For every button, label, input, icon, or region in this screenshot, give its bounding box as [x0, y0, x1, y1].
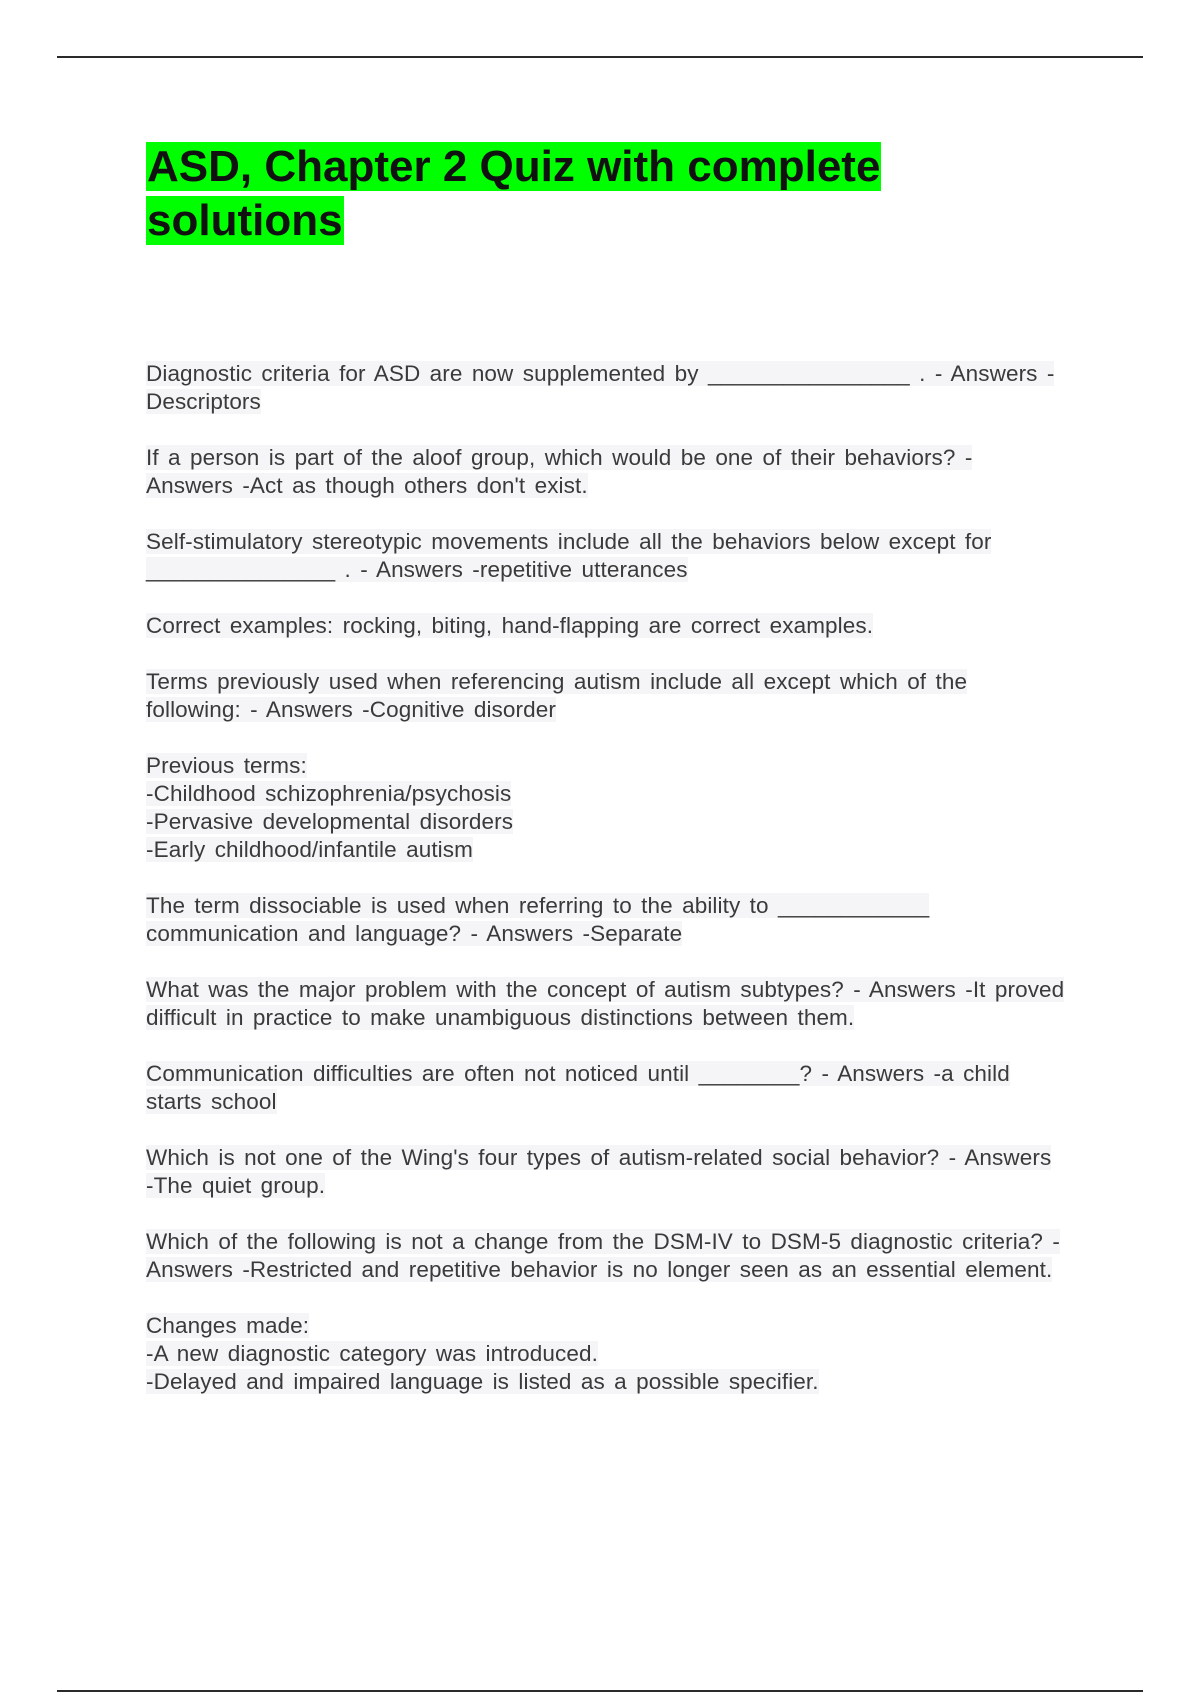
- qa-item: [146, 360, 1066, 416]
- list-item: [146, 752, 1066, 864]
- qa-text: If a person is part of the aloof group, which would be one of their behaviors? - Answers -Act as though others don't exist.: [146, 445, 973, 498]
- list-line: -Pervasive developmental disorders: [146, 809, 514, 834]
- qa-item: [146, 1060, 1066, 1116]
- bottom-rule: [57, 1690, 1143, 1692]
- top-rule: [57, 56, 1143, 58]
- qa-text: The term dissociable is used when referring to the ability to ____________ communication and language? - Answers -Separate: [146, 893, 930, 946]
- list-line: -Delayed and impaired language is listed as a possible specifier.: [146, 1369, 819, 1394]
- list-line: -A new diagnostic category was introduced.: [146, 1341, 598, 1366]
- note-text: Correct examples: rocking, biting, hand-flapping are correct examples.: [146, 613, 874, 638]
- qa-text: Communication difficulties are often not noticed until ________? - Answers -a child starts school: [146, 1061, 1010, 1114]
- qa-item: [146, 1228, 1066, 1284]
- qa-text: What was the major problem with the concept of autism subtypes? - Answers -It proved difficult in practice to make unambiguous distinctions between them.: [146, 977, 1065, 1030]
- qa-item: [146, 892, 1066, 948]
- qa-item: [146, 528, 1066, 584]
- qa-text: Self-stimulatory stereotypic movements include all the behaviors below except for _______________ . - Answers -repetitive utterances: [146, 529, 992, 582]
- list-heading: Previous terms:: [146, 753, 307, 778]
- qa-item: [146, 976, 1066, 1032]
- qa-text: Terms previously used when referencing autism include all except which of the following: - Answers -Cognitive disorder: [146, 669, 968, 722]
- qa-item: [146, 1144, 1066, 1200]
- list-line: -Early childhood/infantile autism: [146, 837, 473, 862]
- qa-text: Diagnostic criteria for ASD are now supplemented by ________________ . - Answers -Descriptors: [146, 361, 1055, 414]
- document-page: [146, 140, 1066, 1424]
- document-content: [146, 360, 1066, 1396]
- qa-item: [146, 444, 1066, 500]
- note-item: [146, 612, 1066, 640]
- qa-text: Which is not one of the Wing's four types of autism-related social behavior? - Answers -The quiet group.: [146, 1145, 1052, 1198]
- list-line: -Childhood schizophrenia/psychosis: [146, 781, 512, 806]
- qa-item: [146, 668, 1066, 724]
- list-item: [146, 1312, 1066, 1396]
- title-highlight: ASD, Chapter 2 Quiz with complete solutions: [147, 142, 881, 245]
- qa-text: Which of the following is not a change from the DSM-IV to DSM-5 diagnostic criteria? - Answers -Restricted and repetitive behavior is no longer seen as an essential element.: [146, 1229, 1060, 1282]
- document-title: [146, 140, 1066, 248]
- list-heading: Changes made:: [146, 1313, 310, 1338]
